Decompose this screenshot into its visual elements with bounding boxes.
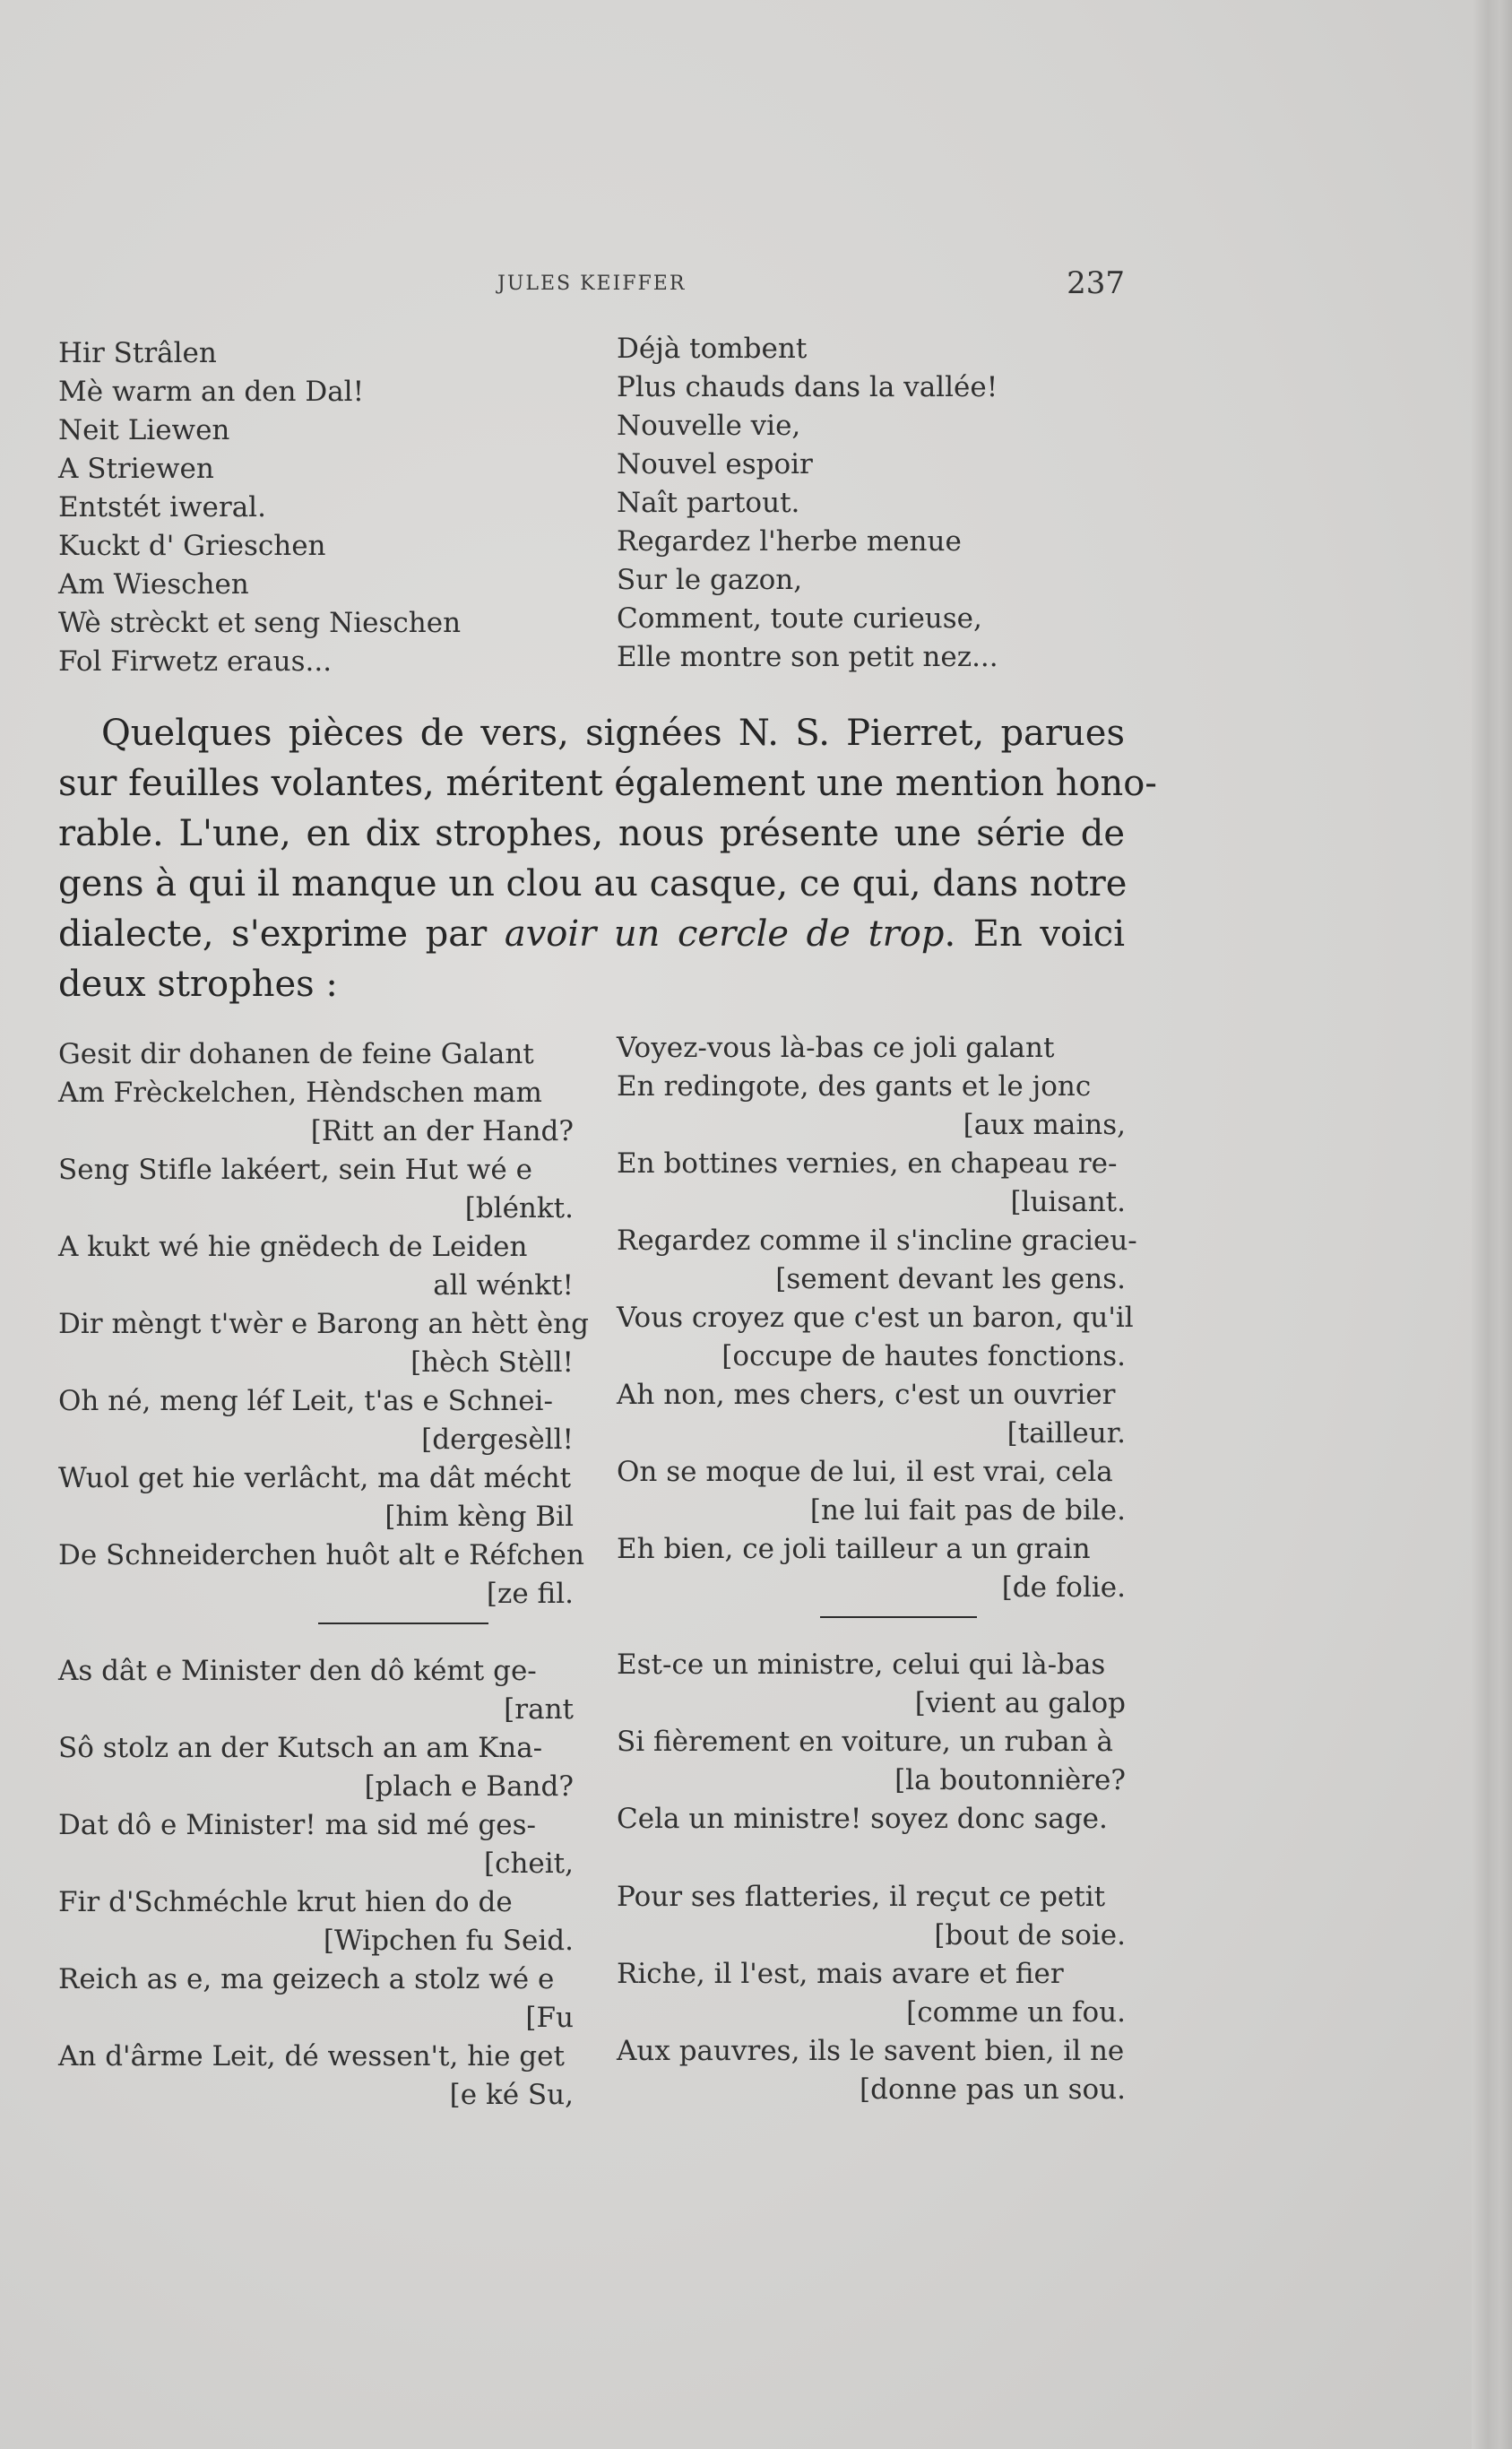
prose-line: Quelques pièces de vers, signées N. S. Pierret, parues [101, 713, 1125, 754]
verse-line: Aux pauvres, ils le savent bien, il ne [617, 2035, 1125, 2067]
verse-continuation: [blénkt. [464, 1192, 574, 1224]
verse-continuation: all wénkt! [433, 1269, 574, 1302]
verse-line: Plus chauds dans la vallée! [617, 371, 998, 403]
verse-line: Entstét iweral. [58, 491, 266, 524]
verse-line: Wuol get hie verlâcht, ma dât mécht [58, 1462, 572, 1494]
page-number: 237 [1067, 265, 1125, 301]
verse-line: An d'ârme Leit, dé wessen't, hie get [58, 2040, 565, 2073]
verse-line: Cela un ministre! soyez donc sage. [617, 1803, 1108, 1835]
spacer [617, 1858, 1126, 1878]
spacer [617, 1839, 1126, 1858]
verse-continuation: [sement devant les gens. [775, 1263, 1126, 1295]
stanza-separator [617, 1607, 1126, 1646]
verse-line: Neit Liewen [58, 414, 230, 446]
verse-continuation: [hèch Stèll! [410, 1346, 574, 1379]
verse-line: Déjà tombent [617, 333, 808, 365]
page-edge [1472, 0, 1512, 2449]
verse-continuation: [Fu [525, 2002, 574, 2034]
verse-continuation: [ne lui fait pas de bile. [809, 1494, 1126, 1527]
verse-line: Sô stolz an der Kutsch an am Kna- [58, 1732, 543, 1764]
verse-line: Vous croyez que c'est un baron, qu'il [617, 1302, 1134, 1334]
verse-continuation: [e ké Su, [449, 2079, 574, 2111]
verse-line: Regardez l'herbe menue [617, 525, 962, 558]
poem-french [617, 330, 998, 677]
verse-continuation: [him kèng Bil [384, 1501, 574, 1533]
italic-phrase: avoir un cercle de trop [504, 913, 945, 955]
verse-line: Fir d'Schméchle krut hien do de [58, 1886, 513, 1918]
verse-line: Gesit dir dohanen de feine Galant [58, 1038, 534, 1070]
verse-continuation: [bout de soie. [934, 1919, 1126, 1951]
verse-continuation: [la boutonnière? [894, 1764, 1126, 1796]
verse-continuation: [tailleur. [1007, 1417, 1126, 1449]
verse-continuation: [rant [504, 1693, 574, 1726]
verse-line: Reich as e, ma geizech a stolz wé e [58, 1963, 555, 1995]
verse-line: Est-ce un ministre, celui qui là-bas [617, 1649, 1106, 1681]
verse-line: As dât e Minister den dô kémt ge- [58, 1655, 537, 1687]
prose-line: sur feuilles volantes, méritent également une mention hono- [58, 763, 1157, 804]
verse-continuation: [Ritt an der Hand? [310, 1115, 574, 1147]
verse-line: Seng Stifle lakéert, sein Hut wé e [58, 1154, 532, 1186]
verse-line: A Striewen [58, 453, 214, 485]
running-head: JULES KEIFFER [497, 273, 687, 295]
verse-line: Elle montre son petit nez... [617, 641, 998, 673]
stanza-separator [58, 1614, 574, 1652]
verse-continuation: [de folie. [1001, 1571, 1126, 1604]
verse-line: Wè strèckt et seng Nieschen [58, 607, 462, 639]
verse-line: Kuckt d' Grieschen [58, 530, 326, 562]
verse-line: Ah non, mes chers, c'est un ouvrier [617, 1379, 1116, 1411]
verse-line: Sur le gazon, [617, 564, 803, 596]
verse-continuation: [cheit, [484, 1848, 574, 1880]
verse-line: Si fièrement en voiture, un ruban à [617, 1726, 1113, 1758]
verse-line: Voyez-vous là-bas ce joli galant [617, 1032, 1055, 1064]
verse-continuation: [occupe de hautes fonctions. [721, 1340, 1126, 1372]
verse-line: En redingote, des gants et le jonc [617, 1070, 1092, 1103]
verse-line: Dat dô e Minister! ma sid mé ges- [58, 1809, 537, 1841]
verse-continuation: [plach e Band? [364, 1770, 574, 1803]
verse-continuation: [comme un fou. [906, 1996, 1126, 2029]
separator-rule [318, 1623, 488, 1624]
verse-line: De Schneiderchen huôt alt e Réfchen [58, 1539, 584, 1571]
page-header [58, 267, 1125, 303]
verse-line: Riche, il l'est, mais avare et fier [617, 1958, 1064, 1990]
verse-line: Eh bien, ce joli tailleur a un grain [617, 1533, 1091, 1565]
poem-luxembourgish [58, 334, 461, 681]
verse-continuation: [aux mains, [963, 1109, 1126, 1141]
prose-line [58, 909, 1125, 959]
verse-line: Am Frèckelchen, Hèndschen mam [58, 1077, 542, 1109]
verse-continuation: [ze fil. [486, 1578, 574, 1610]
verse-line: Am Wieschen [58, 568, 249, 601]
prose-line: rable. L'une, en dix strophes, nous présente une série de [58, 813, 1125, 854]
verse-line: A kukt wé hie gnëdech de Leiden [58, 1231, 528, 1263]
verse-continuation: [luisant. [1010, 1186, 1126, 1218]
verse-line: Comment, toute curieuse, [617, 602, 982, 635]
verse-line: Fol Firwetz eraus... [58, 645, 333, 678]
stanzas-french [617, 1029, 1137, 2109]
verse-continuation: [donne pas un sou. [860, 2073, 1126, 2106]
separator-rule [820, 1616, 977, 1618]
verse-continuation: [dergesèll! [421, 1424, 574, 1456]
prose-line: deux strophes : [58, 964, 338, 1005]
verse-line: Pour ses flatteries, il reçut ce petit [617, 1881, 1106, 1913]
verse-line: Naît partout. [617, 487, 800, 519]
prose-paragraph [58, 708, 1157, 1009]
verse-line: Hir Strâlen [58, 337, 217, 369]
verse-line: Mè warm an den Dal! [58, 376, 365, 408]
verse-line: Nouvel espoir [617, 448, 813, 480]
verse-continuation: [vient au galop [914, 1687, 1126, 1719]
prose-line: gens à qui il manque un clou au casque, ce qui, dans notre [58, 863, 1128, 904]
verse-line: On se moque de lui, il est vrai, cela [617, 1456, 1113, 1488]
verse-continuation: [Wipchen fu Seid. [323, 1925, 574, 1957]
verse-line: Oh né, meng léf Leit, t'as e Schnei- [58, 1385, 553, 1417]
prose-text: . En voici [944, 913, 1126, 955]
verse-line: Nouvelle vie, [617, 410, 801, 442]
verse-line: Regardez comme il s'incline gracieu- [617, 1224, 1137, 1257]
verse-line: Dir mèngt t'wèr e Barong an hètt èng [58, 1308, 589, 1340]
stanzas-luxembourgish [58, 1035, 589, 2115]
prose-text: dialecte, s'exprime par [58, 913, 505, 955]
verse-line: En bottines vernies, en chapeau re- [617, 1147, 1118, 1180]
